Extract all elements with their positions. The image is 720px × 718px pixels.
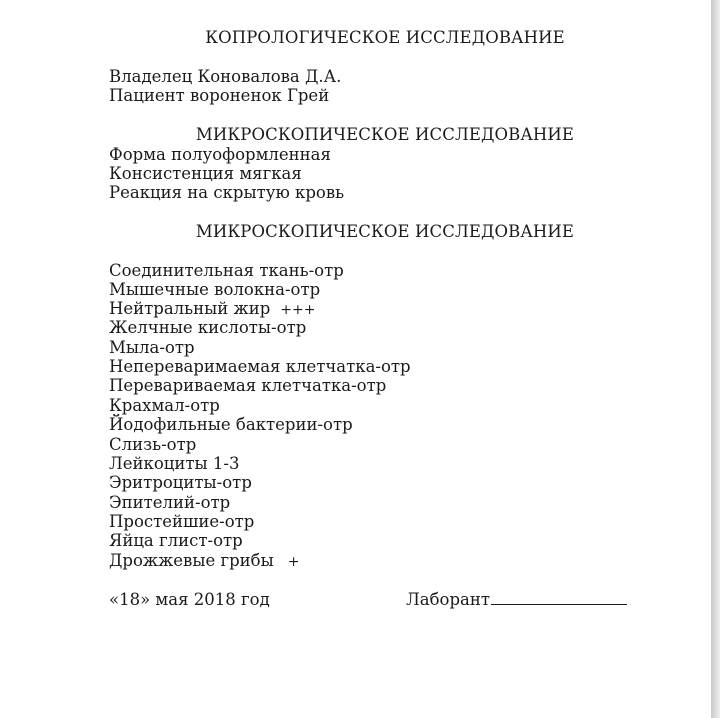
lab-signature (406, 590, 627, 609)
section2-item-with-mark (109, 299, 315, 318)
section2-item: Лейкоциты 1-3 (109, 454, 240, 473)
section2-item: Мыла-отр (109, 338, 195, 357)
section2-item: Йодофильные бактерии-отр (109, 415, 353, 434)
lab-label: Лаборант (406, 590, 490, 609)
section2-item-label: Дрожжевые грибы (109, 551, 274, 570)
section1-title: МИКРОСКОПИЧЕСКОЕ ИССЛЕДОВАНИЕ (195, 125, 575, 144)
section2-item-with-mark (109, 551, 299, 570)
signature-line (491, 590, 627, 605)
section2-item: Яйца глист-отр (109, 531, 243, 550)
section2-item: Слизь-отр (109, 435, 197, 454)
result-mark: +++ (280, 302, 316, 318)
section2-item: Желчные кислоты-отр (109, 318, 307, 337)
section2-item: Крахмал-отр (109, 396, 220, 415)
section2-item: Перевариваемая клетчатка-отр (109, 376, 387, 395)
section2-title: МИКРОСКОПИЧЕСКОЕ ИССЛЕДОВАНИЕ (195, 222, 575, 241)
section1-item: Реакция на скрытую кровь (109, 183, 345, 202)
result-mark: + (287, 554, 300, 570)
section2-item: Соединительная ткань-отр (109, 261, 344, 280)
section2-item: Непереваримаемая клетчатка-отр (109, 357, 411, 376)
section2-item: Эритроциты-отр (109, 473, 252, 492)
document-title: КОПРОЛОГИЧЕСКОЕ ИССЛЕДОВАНИЕ (205, 28, 565, 47)
section2-item: Мышечные волокна-отр (109, 280, 321, 299)
patient-line: Пациент вороненок Грей (109, 86, 330, 105)
section2-item-label: Нейтральный жир (109, 299, 271, 318)
section2-item: Простейшие-отр (109, 512, 255, 531)
section1-item: Форма полуоформленная (109, 145, 331, 164)
date-line: «18» мая 2018 год (109, 590, 270, 609)
section1-item: Консистенция мягкая (109, 164, 302, 183)
section2-item: Эпителий-отр (109, 493, 231, 512)
page-edge-shadow (711, 0, 720, 718)
owner-line: Владелец Коновалова Д.А. (109, 67, 342, 86)
